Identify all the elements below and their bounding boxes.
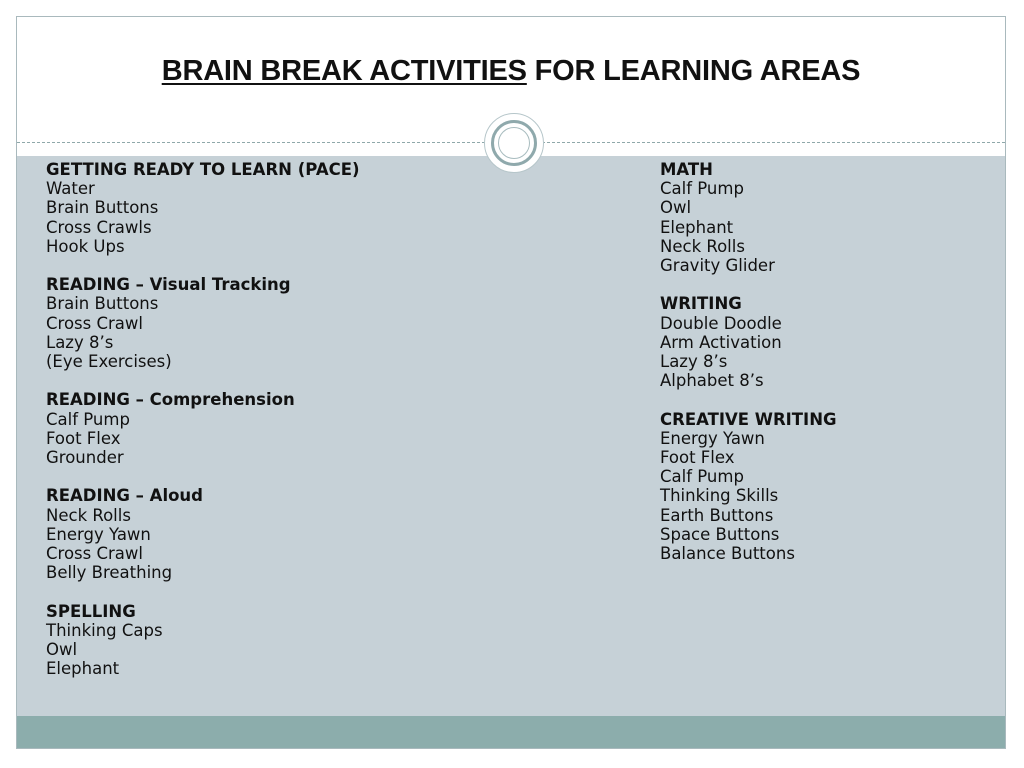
activity-item: Calf Pump [660, 467, 744, 487]
activity-section [46, 602, 360, 679]
activity-item: Space Buttons [660, 524, 780, 544]
slide-title-rest: FOR LEARNING AREAS [526, 55, 861, 87]
activity-item: Energy Yawn [660, 428, 765, 448]
activity-item: Thinking Caps [46, 620, 163, 640]
activity-item: Cross Crawl [46, 313, 143, 333]
activity-item: Lazy 8’s [46, 332, 114, 352]
section-heading: READING – Comprehension [46, 390, 295, 410]
section-heading: GETTING READY TO LEARN (PACE) [46, 160, 360, 179]
activity-item: Grounder [46, 448, 124, 468]
section-heading: READING – Visual Tracking [46, 275, 291, 295]
right-column [660, 160, 837, 563]
activity-item: Energy Yawn [46, 524, 151, 544]
slide-title-underlined: BRAIN BREAK ACTIVITIES [161, 55, 527, 87]
left-column [46, 160, 360, 678]
circle-ornament-icon [484, 113, 544, 173]
activity-item: Brain Buttons [46, 198, 159, 218]
activity-item: Thinking Skills [660, 486, 779, 506]
activity-item: Neck Rolls [46, 505, 131, 525]
activity-item: Cross Crawl [46, 544, 143, 564]
section-heading: MATH [660, 160, 713, 179]
activity-section [660, 160, 837, 275]
section-heading: SPELLING [46, 601, 136, 621]
section-heading: READING – Aloud [46, 486, 203, 506]
activity-item: Balance Buttons [660, 544, 795, 564]
activity-item: Neck Rolls [660, 236, 745, 256]
activity-item: Cross Crawls [46, 217, 152, 237]
activity-section [46, 486, 360, 582]
activity-item: Brain Buttons [46, 294, 159, 314]
activity-item: Owl [46, 640, 78, 660]
circle-inner [498, 127, 530, 159]
activity-item: Belly Breathing [46, 563, 173, 583]
activity-item: Double Doodle [660, 313, 782, 333]
activity-item: Owl [660, 198, 692, 218]
slide-title [17, 55, 1005, 88]
activity-item: Gravity Glider [660, 256, 775, 276]
activity-item: Lazy 8’s [660, 352, 728, 372]
section-heading: CREATIVE WRITING [660, 409, 837, 429]
activity-section [46, 160, 360, 256]
activity-item: Elephant [46, 659, 120, 679]
footer-bar [17, 716, 1005, 749]
activity-section [660, 410, 837, 564]
activity-item: Water [46, 179, 95, 199]
activity-item: Alphabet 8’s [660, 371, 764, 391]
activity-section [46, 275, 360, 371]
activity-item: Calf Pump [660, 179, 744, 199]
activity-item: Arm Activation [660, 332, 782, 352]
circle-ring [491, 120, 537, 166]
activity-item: Earth Buttons [660, 505, 774, 525]
activity-item: Foot Flex [660, 448, 735, 468]
activity-item: Foot Flex [46, 428, 121, 448]
activity-item: (Eye Exercises) [46, 352, 172, 372]
activity-item: Elephant [660, 217, 734, 237]
activity-item: Calf Pump [46, 409, 130, 429]
activity-item: Hook Ups [46, 236, 125, 256]
activity-section [46, 390, 360, 467]
section-heading: WRITING [660, 294, 742, 314]
activity-section [660, 294, 837, 390]
